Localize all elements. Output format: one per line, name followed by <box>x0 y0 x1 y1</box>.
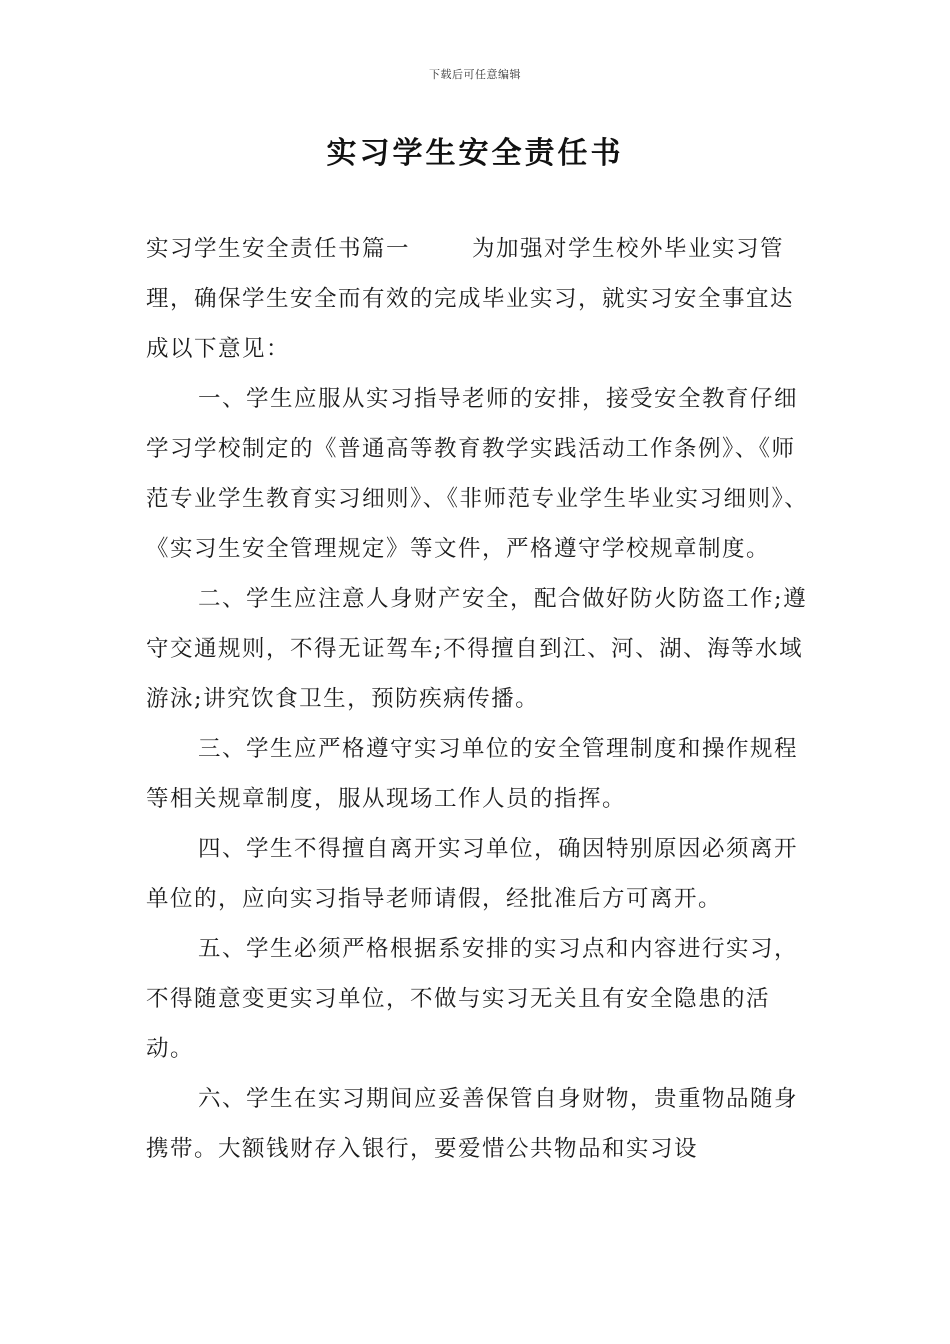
paragraph-1: 一、学生应服从实习指导老师的安排，接受安全教育仔细学习学校制定的《普通高等教育教学实践活动工作条例》、《师范专业学生教育实习细则》、《非师范专业学生毕业实习细则》、《实习生安全管理规定》等文件，严格遵守学校规章制度。 <box>146 386 809 562</box>
intro-paragraph <box>146 224 810 374</box>
document-body <box>146 224 810 1174</box>
intro-lead: 实习学生安全责任书篇一 <box>146 236 411 262</box>
paragraph-3: 三、学生应严格遵守实习单位的安全管理制度和操作规程等相关规章制度，服从现场工作人员的指挥。 <box>146 736 799 812</box>
paragraph-4: 四、学生不得擅自离开实习单位，确因特别原因必须离开单位的，应向实习指导老师请假，经批准后方可离开。 <box>146 836 799 912</box>
paragraph-6: 六、学生在实习期间应妥善保管自身财物，贵重物品随身携带。大额钱财存入银行，要爱惜公共物品和实习设 <box>146 1086 799 1162</box>
header-note: 下载后可任意编辑 <box>429 68 521 81</box>
intro-text: 为加强对学生校外毕业实习管理，确保学生安全而有效的完成毕业实习，就实习安全事宜达成以下意见： <box>146 236 795 362</box>
document-title: 实习学生安全责任书 <box>326 136 624 171</box>
paragraph-5: 五、学生必须严格根据系安排的实习点和内容进行实习，不得随意变更实习单位，不做与实习无关且有安全隐患的活动。 <box>146 936 799 1062</box>
paragraph-2: 二、学生应注意人身财产安全，配合做好防火防盗工作;遵守交通规则，不得无证驾车;不得擅自到江、河、湖、海等水域游泳;讲究饮食卫生，预防疾病传播。 <box>146 586 808 712</box>
